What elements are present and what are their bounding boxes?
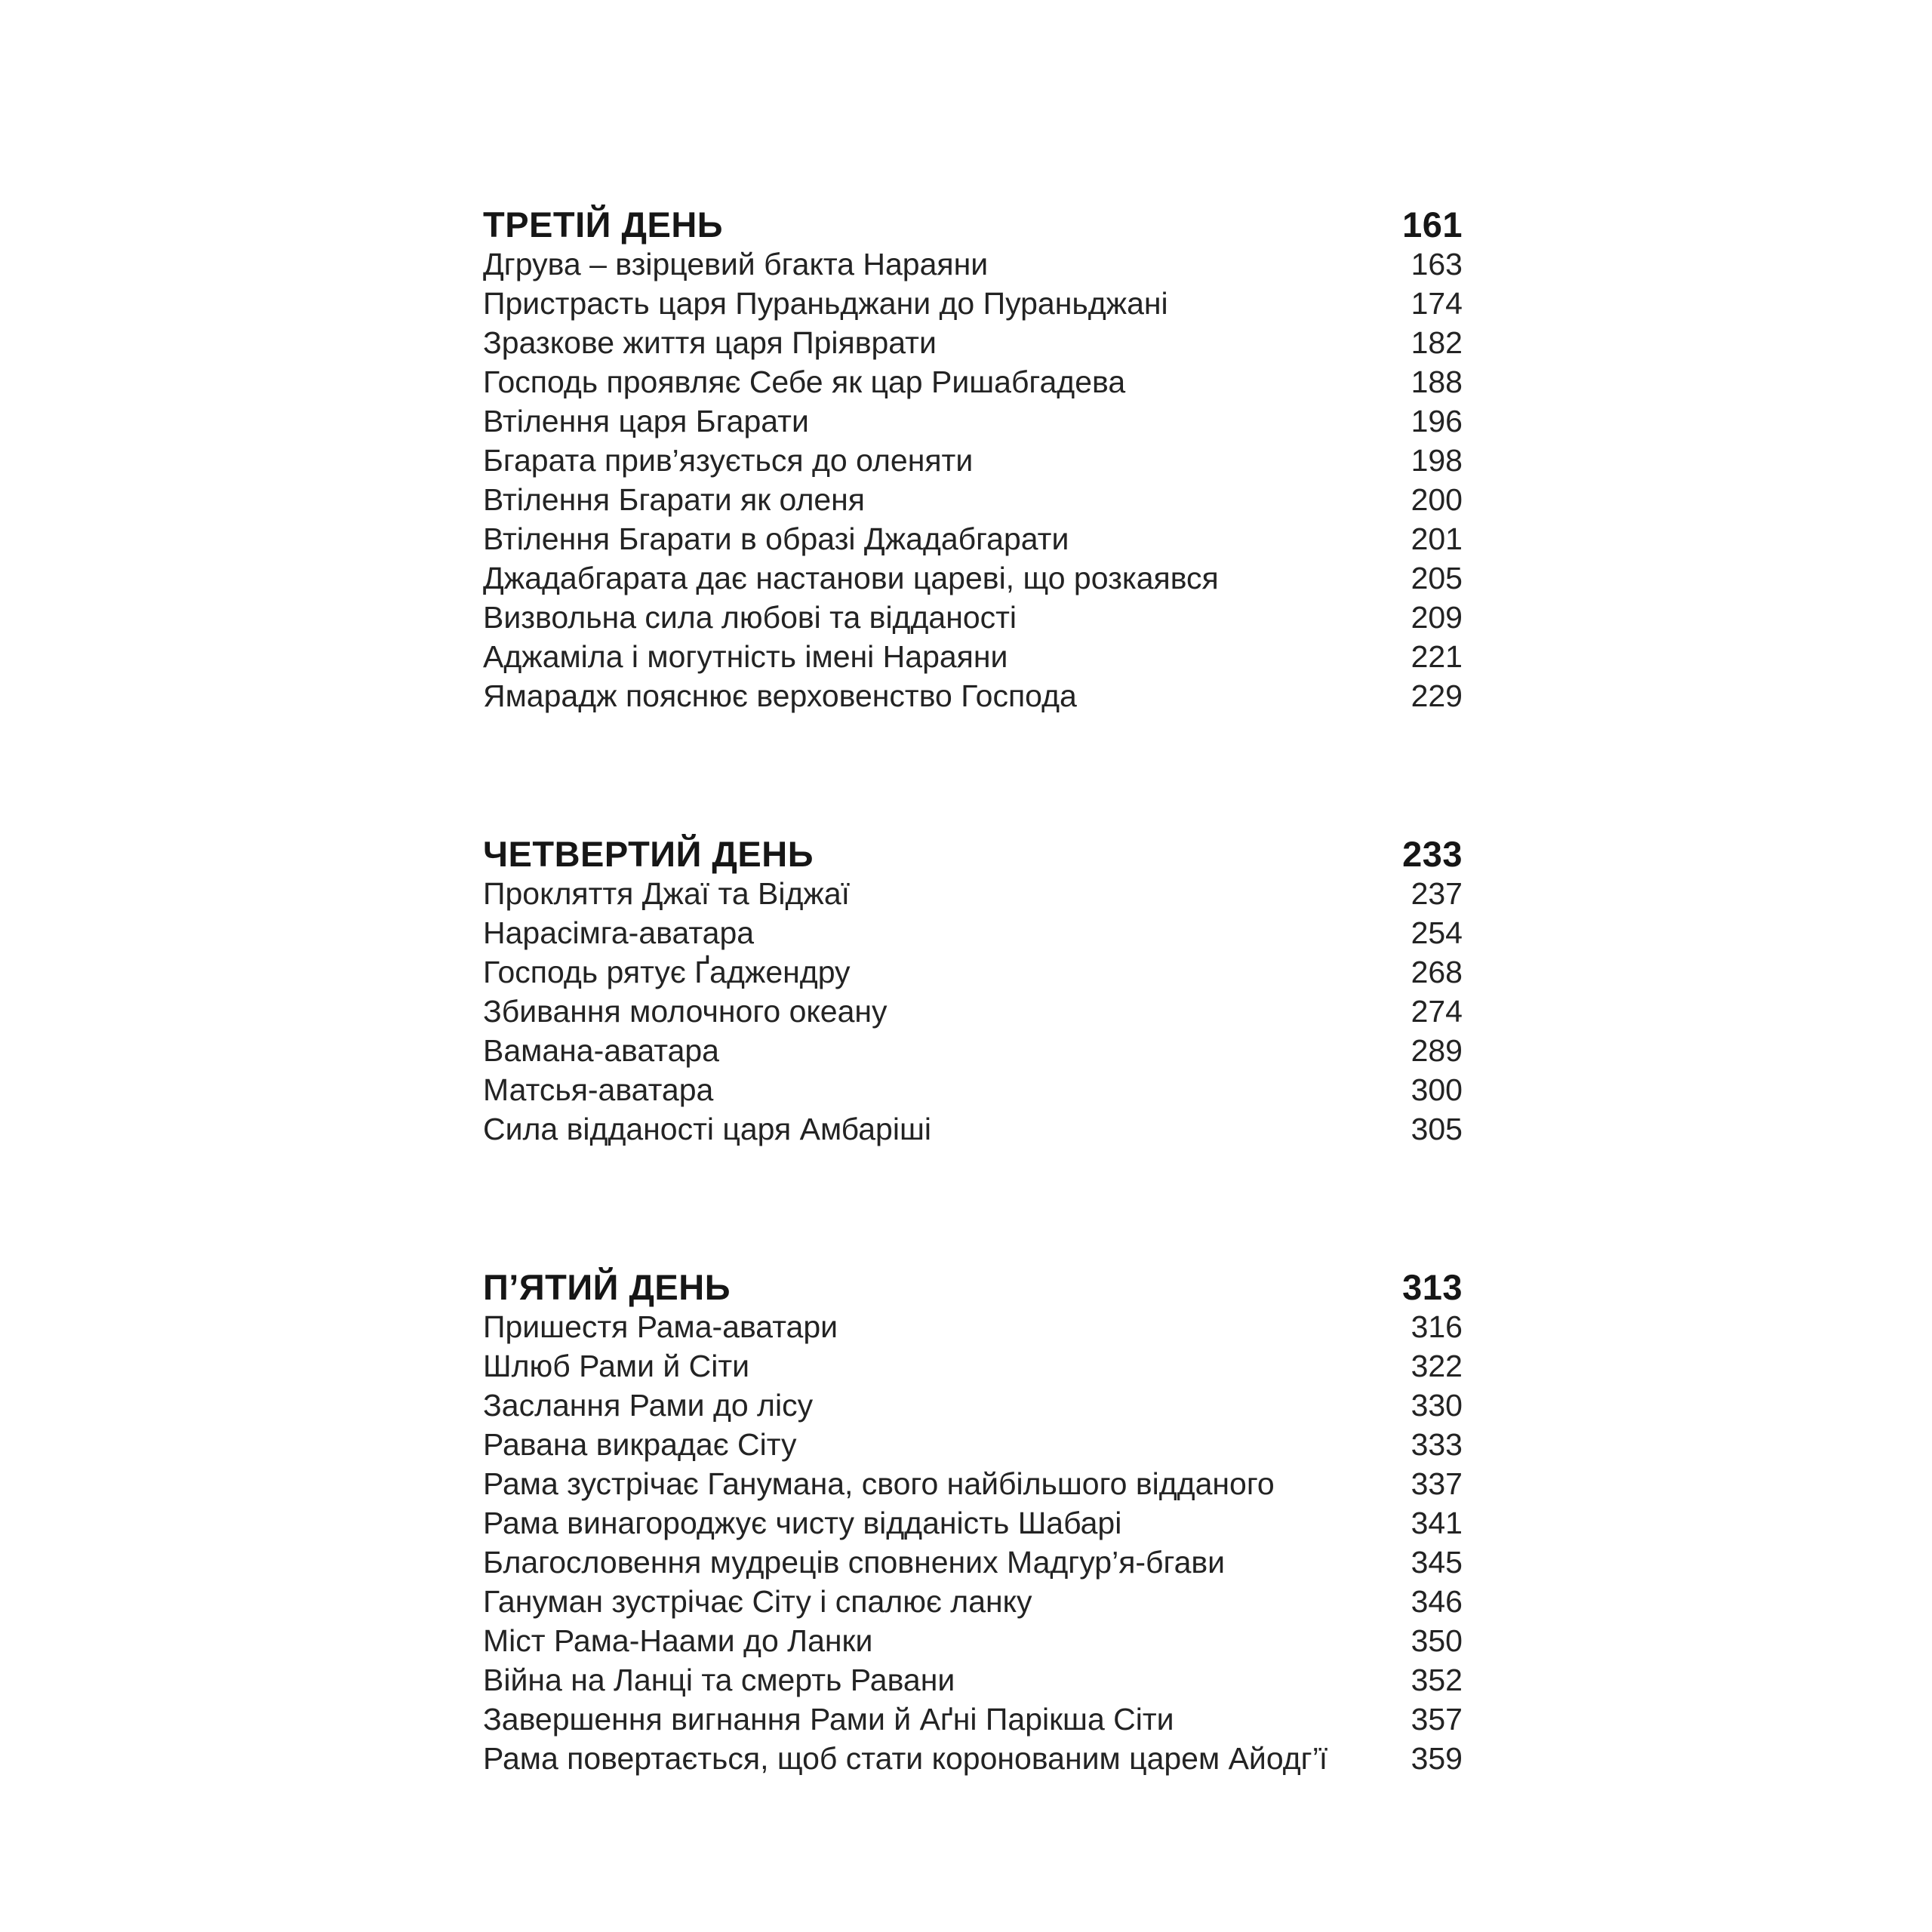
toc-entry-title: Втілення Бгарати в образі Джадабгарати — [483, 521, 1069, 556]
toc-entry-title: Нарасімга-аватара — [483, 915, 755, 950]
toc-entry — [483, 1425, 1463, 1464]
toc-entry-page-number: 221 — [1411, 639, 1463, 674]
toc-section-header-title: П’ЯТИЙ ДЕНЬ — [483, 1267, 731, 1307]
toc-entry — [483, 1739, 1463, 1778]
toc-entry-title: Прокляття Джаї та Віджаї — [483, 876, 851, 911]
toc-entry-title: Завершення вигнання Рами й Аґні Парікша Сіти — [483, 1702, 1174, 1737]
toc-entry-title: Вамана-аватара — [483, 1033, 719, 1068]
toc-entry — [483, 1660, 1463, 1700]
toc-entry — [483, 284, 1463, 323]
toc-entry — [483, 519, 1463, 558]
toc-entry-page-number: 209 — [1411, 600, 1463, 635]
toc-entry-page-number: 350 — [1411, 1623, 1463, 1658]
toc-entry-page-number: 346 — [1411, 1584, 1463, 1619]
toc-section-header-page-number: 233 — [1402, 834, 1463, 874]
toc-entry-title: Ямарадж пояснює верховенство Господа — [483, 678, 1077, 713]
toc-section-header-page-number: 161 — [1402, 205, 1463, 245]
toc-section-header-title: ЧЕТВЕРТИЙ ДЕНЬ — [483, 834, 814, 874]
toc-entry — [483, 1307, 1463, 1346]
toc-entry-title: Пристрасть царя Пураньджани до Пураньджані — [483, 286, 1168, 321]
toc-entry — [483, 1621, 1463, 1660]
toc-entry — [483, 952, 1463, 992]
toc-entry — [483, 1031, 1463, 1070]
toc-entry-page-number: 205 — [1411, 561, 1463, 595]
toc-entry-page-number: 341 — [1411, 1506, 1463, 1540]
toc-entry — [483, 558, 1463, 598]
toc-entry-page-number: 163 — [1411, 247, 1463, 281]
table-of-contents — [483, 205, 1463, 1778]
toc-section — [483, 835, 1463, 1149]
toc-entry-page-number: 188 — [1411, 365, 1463, 399]
toc-entry — [483, 245, 1463, 284]
toc-entry-title: Господь проявляє Себе як цар Ришабгадева — [483, 365, 1126, 399]
toc-entry-title: Шлюб Рами й Сіти — [483, 1349, 750, 1383]
toc-entry — [483, 598, 1463, 637]
toc-entry-title: Благословення мудреців сповнених Мадгур’я-бгави — [483, 1545, 1226, 1580]
toc-entry-title: Аджаміла і могутність імені Нараяни — [483, 639, 1008, 674]
toc-entry — [483, 874, 1463, 913]
toc-entry-title: Джадабгарата дає настанови цареві, що розкаявся — [483, 561, 1219, 595]
toc-entry-page-number: 201 — [1411, 521, 1463, 556]
toc-entry-title: Війна на Ланці та смерть Равани — [483, 1663, 955, 1697]
toc-entry-title: Міст Рама-Наами до Ланки — [483, 1623, 873, 1658]
toc-entry-page-number: 345 — [1411, 1545, 1463, 1580]
toc-entry-title: Рама винагороджує чисту відданість Шабарі — [483, 1506, 1122, 1540]
toc-entry-page-number: 196 — [1411, 404, 1463, 438]
toc-entry-title: Визвольна сила любові та відданості — [483, 600, 1017, 635]
toc-entry — [483, 1346, 1463, 1386]
toc-entry — [483, 323, 1463, 362]
toc-entry-title: Збивання молочного океану — [483, 994, 888, 1029]
toc-entry-page-number: 300 — [1411, 1072, 1463, 1107]
toc-entry — [483, 913, 1463, 952]
toc-entry-title: Матсья-аватара — [483, 1072, 714, 1107]
toc-section-header-title: ТРЕТІЙ ДЕНЬ — [483, 205, 724, 245]
toc-entry — [483, 362, 1463, 401]
toc-entry — [483, 637, 1463, 676]
toc-section-header — [483, 835, 1463, 874]
toc-entry-page-number: 268 — [1411, 955, 1463, 989]
toc-section-header-page-number: 313 — [1402, 1267, 1463, 1307]
toc-entry-page-number: 182 — [1411, 325, 1463, 360]
toc-entry-title: Зразкове життя царя Пріяврати — [483, 325, 937, 360]
toc-entry — [483, 401, 1463, 441]
toc-entry — [483, 992, 1463, 1031]
toc-entry-title: Втілення Бгарати як оленя — [483, 482, 866, 517]
toc-entry — [483, 1464, 1463, 1503]
toc-entry-page-number: 198 — [1411, 443, 1463, 478]
toc-entry-page-number: 274 — [1411, 994, 1463, 1029]
toc-entry-title: Пришестя Рама-аватари — [483, 1309, 838, 1344]
toc-section-header — [483, 205, 1463, 245]
toc-entry-title: Втілення царя Бгарати — [483, 404, 809, 438]
toc-entry-title: Рама повертається, щоб стати коронованим царем Айодг’ї — [483, 1741, 1328, 1776]
toc-entry — [483, 676, 1463, 715]
toc-entry-title: Бгарата прив’язується до оленяти — [483, 443, 974, 478]
toc-entry-page-number: 357 — [1411, 1702, 1463, 1737]
toc-section — [483, 205, 1463, 715]
toc-entry-title: Дгрува – взірцевий бгакта Нараяни — [483, 247, 989, 281]
toc-entry-page-number: 322 — [1411, 1349, 1463, 1383]
toc-entry — [483, 1386, 1463, 1425]
toc-entry-page-number: 337 — [1411, 1466, 1463, 1501]
toc-entry — [483, 441, 1463, 480]
toc-section — [483, 1268, 1463, 1778]
toc-entry-page-number: 359 — [1411, 1741, 1463, 1776]
toc-entry-title: Господь рятує Ґаджендру — [483, 955, 851, 989]
toc-entry — [483, 1109, 1463, 1149]
toc-entry-title: Сила відданості царя Амбаріші — [483, 1112, 931, 1146]
toc-entry-title: Заслання Рами до лісу — [483, 1388, 814, 1423]
toc-entry-page-number: 333 — [1411, 1427, 1463, 1462]
toc-entry-page-number: 352 — [1411, 1663, 1463, 1697]
toc-entry — [483, 1070, 1463, 1109]
toc-entry — [483, 480, 1463, 519]
toc-entry — [483, 1700, 1463, 1739]
toc-entry — [483, 1543, 1463, 1582]
toc-entry-page-number: 229 — [1411, 678, 1463, 713]
toc-entry-page-number: 330 — [1411, 1388, 1463, 1423]
toc-entry — [483, 1582, 1463, 1621]
toc-entry-page-number: 174 — [1411, 286, 1463, 321]
toc-entry-title: Гануман зустрічає Сіту і спалює ланку — [483, 1584, 1032, 1619]
toc-entry-page-number: 237 — [1411, 876, 1463, 911]
toc-entry-page-number: 289 — [1411, 1033, 1463, 1068]
toc-entry-page-number: 254 — [1411, 915, 1463, 950]
toc-entry-title: Равана викрадає Сіту — [483, 1427, 797, 1462]
toc-entry-title: Рама зустрічає Ганумана, свого найбільшого відданого — [483, 1466, 1275, 1501]
toc-entry-page-number: 200 — [1411, 482, 1463, 517]
toc-entry — [483, 1503, 1463, 1543]
toc-entry-page-number: 305 — [1411, 1112, 1463, 1146]
toc-entry-page-number: 316 — [1411, 1309, 1463, 1344]
toc-section-header — [483, 1268, 1463, 1307]
